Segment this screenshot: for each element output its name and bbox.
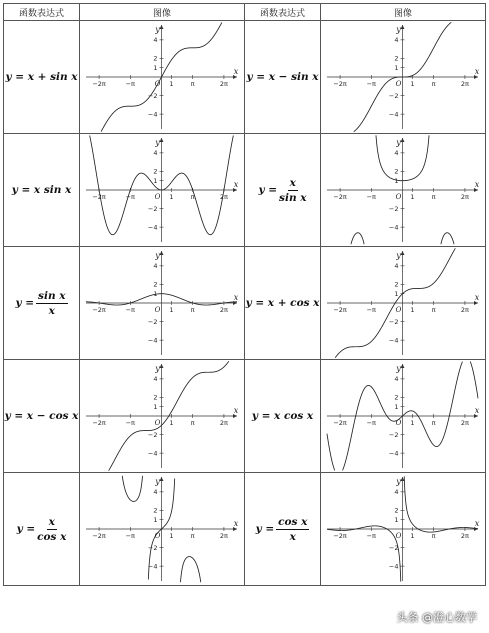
header-graph-left: 图像	[80, 4, 245, 21]
y-axis-arrow-icon	[401, 364, 405, 368]
x-tick-label: 2π	[460, 306, 469, 314]
x-tick-label: 1	[410, 306, 415, 314]
expression-fraction	[36, 290, 67, 317]
y-tick-label: −4	[388, 336, 399, 345]
y-axis-arrow-icon	[160, 138, 164, 142]
y-axis-label: y	[155, 25, 160, 34]
function-table-container	[3, 3, 485, 586]
table-header-row	[4, 4, 486, 21]
y-tick-label: 4	[153, 375, 158, 384]
origin-label: O	[395, 419, 402, 427]
table-row	[4, 134, 486, 247]
y-axis-label: y	[396, 251, 401, 260]
function-expression: y = x sin x	[11, 184, 72, 196]
y-tick-label: −2	[388, 430, 399, 439]
x-axis-label: x	[233, 519, 239, 528]
y-tick-label: −2	[388, 543, 399, 552]
y-axis-label: y	[396, 364, 401, 373]
expression-cell-right	[245, 360, 321, 473]
y-tick-label: 4	[153, 262, 158, 271]
x-tick-label: 1	[410, 80, 415, 88]
origin-label: O	[395, 306, 402, 314]
header-expression-left: 函数表达式	[4, 4, 80, 21]
expression-fraction	[276, 516, 309, 543]
x-tick-label: −π	[125, 193, 135, 201]
graph-cell-left	[80, 473, 245, 586]
graph-x_over_sin-plot	[321, 134, 486, 246]
y-axis-arrow-icon	[401, 25, 405, 29]
y-axis-label: y	[396, 25, 401, 34]
graph-x_sin-plot	[80, 134, 245, 246]
y-axis-label: y	[155, 477, 160, 486]
y-axis-label: y	[155, 364, 160, 373]
x-axis-label: x	[233, 180, 239, 189]
y-axis-arrow-icon	[401, 251, 405, 255]
graph-cell-left	[80, 21, 245, 134]
x-tick-label: 2π	[460, 80, 469, 88]
x-tick-label: 1	[169, 80, 174, 88]
y-tick-label: −2	[147, 91, 158, 100]
table-body	[4, 21, 486, 586]
x-tick-label: 2π	[219, 306, 228, 314]
origin-label: O	[154, 80, 161, 88]
origin-label: O	[154, 532, 161, 540]
graph-x_plus_sin-plot	[80, 21, 245, 133]
graph-cell-right	[321, 360, 486, 473]
x-tick-label: −2π	[92, 532, 106, 540]
y-axis-arrow-icon	[401, 138, 405, 142]
x-tick-label: −2π	[333, 306, 347, 314]
fraction-numerator: x	[48, 515, 55, 528]
x-tick-label: π	[431, 419, 436, 427]
fraction-denominator: sin x	[279, 191, 307, 204]
y-axis-arrow-icon	[160, 364, 164, 368]
fraction-numerator: x	[289, 176, 296, 189]
x-tick-label: −π	[125, 80, 135, 88]
x-tick-label: π	[190, 193, 195, 201]
origin-label: O	[154, 306, 161, 314]
graph-x_plus_cos-plot	[321, 247, 486, 359]
expression-lhs: y =	[255, 523, 275, 535]
x-tick-label: −2π	[333, 419, 347, 427]
y-tick-label: 4	[394, 36, 399, 45]
y-tick-label: −2	[388, 204, 399, 213]
table-row	[4, 247, 486, 360]
origin-label: O	[395, 532, 402, 540]
y-tick-label: 1	[394, 403, 399, 412]
function-expression: y = x − cos x	[4, 410, 79, 422]
y-tick-label: 2	[153, 54, 158, 63]
y-tick-label: −2	[147, 204, 158, 213]
y-tick-label: −2	[147, 543, 158, 552]
y-axis-arrow-icon	[160, 25, 164, 29]
x-tick-label: 2π	[219, 419, 228, 427]
x-tick-label: −π	[366, 419, 376, 427]
graph-cell-left	[80, 247, 245, 360]
origin-label: O	[395, 193, 402, 201]
expression-cell-left	[4, 473, 80, 586]
y-tick-label: −2	[147, 430, 158, 439]
expression-cell-left	[4, 134, 80, 247]
y-axis-label: y	[155, 138, 160, 147]
x-axis-label: x	[474, 519, 480, 528]
x-tick-label: 2π	[460, 419, 469, 427]
expression-cell-right	[245, 247, 321, 360]
expression-lhs: y =	[258, 184, 278, 196]
table-row	[4, 473, 486, 586]
y-axis-label: y	[396, 138, 401, 147]
x-tick-label: 1	[169, 193, 174, 201]
graph-cell-right	[321, 473, 486, 586]
graph-x_cos-plot	[321, 360, 486, 472]
header-graph-right: 图像	[321, 4, 486, 21]
x-tick-label: −2π	[333, 532, 347, 540]
y-tick-label: 1	[394, 516, 399, 525]
x-tick-label: −2π	[92, 419, 106, 427]
y-axis-label: y	[155, 251, 160, 260]
x-tick-label: 1	[169, 532, 174, 540]
graph-x_minus_sin-plot	[321, 21, 486, 133]
x-tick-label: π	[190, 306, 195, 314]
x-tick-label: −π	[125, 306, 135, 314]
y-tick-label: −4	[388, 449, 399, 458]
fraction-denominator: x	[48, 304, 55, 317]
y-tick-label: 1	[394, 290, 399, 299]
y-tick-label: 4	[394, 149, 399, 158]
y-tick-label: 4	[394, 375, 399, 384]
y-tick-label: 2	[153, 280, 158, 289]
graph-cell-right	[321, 134, 486, 247]
expression-lhs: y =	[15, 297, 35, 309]
y-tick-label: 1	[153, 516, 158, 525]
x-tick-label: −π	[366, 306, 376, 314]
y-tick-label: 2	[153, 393, 158, 402]
graph-cell-left	[80, 360, 245, 473]
graph-cell-left	[80, 134, 245, 247]
watermark: 头条 @澄心数学	[396, 611, 477, 624]
y-tick-label: −4	[147, 223, 158, 232]
y-axis-label: y	[396, 477, 401, 486]
x-tick-label: 2π	[219, 80, 228, 88]
y-tick-label: 2	[394, 54, 399, 63]
expression-cell-right	[245, 473, 321, 586]
x-tick-label: −π	[366, 193, 376, 201]
x-axis-label: x	[474, 180, 480, 189]
function-expression: y = x − sin x	[246, 71, 319, 83]
fraction-numerator: cos x	[278, 515, 308, 528]
expression-cell-left	[4, 247, 80, 360]
y-tick-label: −4	[147, 449, 158, 458]
x-axis-label: x	[233, 67, 239, 76]
graph-cos_over_x-plot	[321, 473, 486, 585]
y-tick-label: −4	[147, 110, 158, 119]
y-tick-label: −4	[147, 336, 158, 345]
fraction-denominator: x	[289, 530, 296, 543]
y-tick-label: −4	[388, 562, 399, 571]
x-axis-label: x	[233, 293, 239, 302]
expression-cell-left	[4, 21, 80, 134]
y-tick-label: 1	[394, 177, 399, 186]
table-row	[4, 21, 486, 134]
x-tick-label: π	[190, 80, 195, 88]
x-tick-label: 2π	[460, 532, 469, 540]
x-tick-label: −2π	[92, 193, 106, 201]
y-tick-label: 4	[153, 488, 158, 497]
function-expression: y = x cos x	[251, 410, 314, 422]
y-tick-label: 1	[153, 177, 158, 186]
origin-label: O	[395, 80, 402, 88]
x-tick-label: −2π	[92, 80, 106, 88]
y-tick-label: −4	[147, 562, 158, 571]
x-tick-label: 1	[410, 193, 415, 201]
fraction-numerator: sin x	[38, 289, 66, 302]
x-tick-label: 2π	[460, 193, 469, 201]
y-tick-label: −2	[147, 317, 158, 326]
y-tick-label: 4	[153, 36, 158, 45]
x-tick-label: 1	[410, 532, 415, 540]
y-tick-label: −2	[388, 317, 399, 326]
origin-label: O	[154, 419, 161, 427]
graph-cell-right	[321, 21, 486, 134]
function-expression: y = x + sin x	[5, 71, 78, 83]
fraction-denominator: cos x	[37, 530, 67, 543]
x-axis-label: x	[474, 406, 480, 415]
y-tick-label: −4	[388, 110, 399, 119]
y-tick-label: 1	[153, 64, 158, 73]
y-tick-label: −2	[388, 91, 399, 100]
y-axis-arrow-icon	[160, 477, 164, 481]
graph-x_over_cos-plot	[80, 473, 245, 585]
expression-cell-left	[4, 360, 80, 473]
x-tick-label: π	[190, 532, 195, 540]
function-graph-table	[3, 3, 486, 586]
origin-label: O	[154, 193, 161, 201]
x-tick-label: 1	[169, 419, 174, 427]
x-tick-label: 1	[169, 306, 174, 314]
x-tick-label: π	[431, 306, 436, 314]
y-tick-label: 4	[394, 262, 399, 271]
x-tick-label: π	[431, 193, 436, 201]
y-tick-label: 2	[394, 280, 399, 289]
graph-cell-right	[321, 247, 486, 360]
y-tick-label: 1	[153, 403, 158, 412]
x-tick-label: −π	[125, 419, 135, 427]
x-tick-label: −π	[366, 532, 376, 540]
y-axis-arrow-icon	[160, 251, 164, 255]
x-tick-label: 2π	[219, 193, 228, 201]
expression-fraction	[37, 516, 66, 543]
table-row	[4, 360, 486, 473]
header-expression-right: 函数表达式	[245, 4, 321, 21]
x-tick-label: −π	[366, 80, 376, 88]
x-axis-label: x	[474, 67, 480, 76]
expression-lhs: y =	[16, 523, 36, 535]
y-tick-label: 4	[153, 149, 158, 158]
x-tick-label: π	[431, 532, 436, 540]
x-tick-label: −2π	[333, 80, 347, 88]
y-tick-label: 2	[394, 393, 399, 402]
expression-fraction	[279, 177, 306, 204]
y-tick-label: 2	[153, 167, 158, 176]
x-axis-label: x	[474, 293, 480, 302]
x-axis-label: x	[233, 406, 239, 415]
function-expression: y = x + cos x	[245, 297, 320, 309]
y-tick-label: 1	[153, 290, 158, 299]
x-tick-label: 2π	[219, 532, 228, 540]
y-tick-label: 1	[394, 64, 399, 73]
y-tick-label: −4	[388, 223, 399, 232]
graph-sin_over_x-plot	[80, 247, 245, 359]
x-tick-label: 1	[410, 419, 415, 427]
x-tick-label: π	[190, 419, 195, 427]
expression-cell-right	[245, 21, 321, 134]
graph-x_minus_cos-plot	[80, 360, 245, 472]
y-tick-label: 4	[394, 488, 399, 497]
x-tick-label: −2π	[333, 193, 347, 201]
x-tick-label: −2π	[92, 306, 106, 314]
expression-cell-right	[245, 134, 321, 247]
y-tick-label: 2	[153, 506, 158, 515]
x-tick-label: −π	[125, 532, 135, 540]
y-tick-label: 2	[394, 167, 399, 176]
x-tick-label: π	[431, 80, 436, 88]
y-tick-label: 2	[394, 506, 399, 515]
